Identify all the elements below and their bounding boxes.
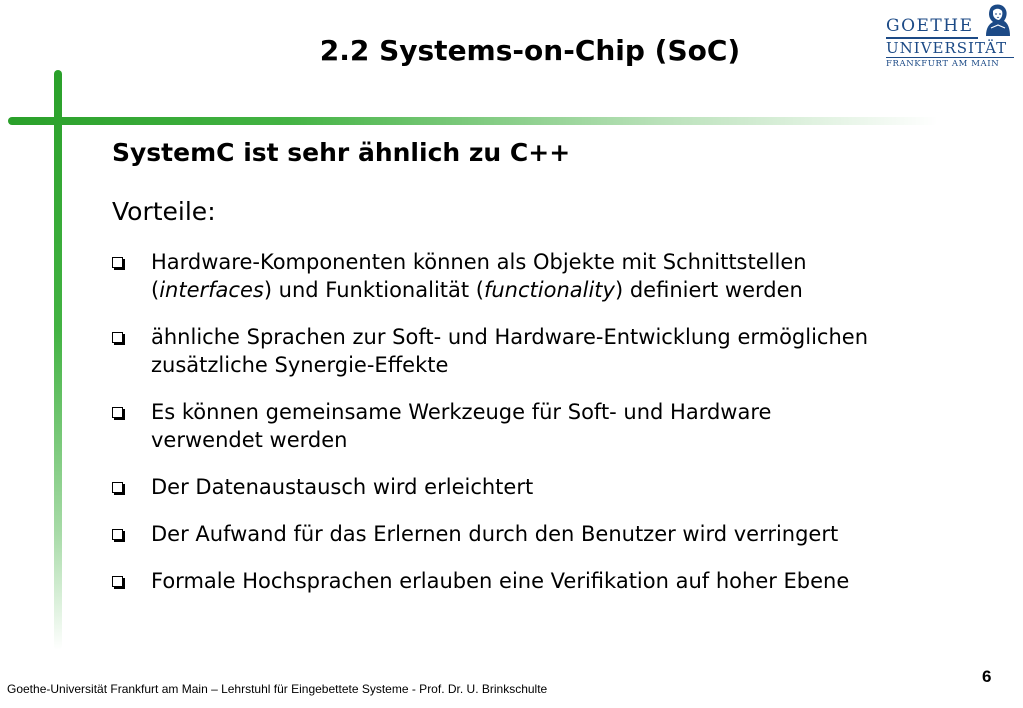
university-logo — [886, 2, 1018, 72]
list-item — [112, 473, 962, 501]
bullet-line: Formale Hochsprachen erlauben eine Verifikation auf hoher Ebene — [151, 569, 850, 593]
list-item — [112, 323, 962, 379]
logo-universitaet-text: UNIVERSITÄT — [886, 39, 1008, 57]
list-item — [112, 520, 962, 548]
bullet-line: verwendet werden — [151, 428, 348, 452]
checkbox-square-icon — [112, 332, 123, 343]
slide-heading: SystemC ist sehr ähnlich zu C++ — [112, 138, 571, 167]
bullet-text: ) definiert werden — [614, 278, 803, 302]
slide-title: 2.2 Systems-on-Chip (SoC) — [319, 34, 741, 67]
bullet-emphasis: functionality — [483, 278, 615, 302]
checkbox-square-icon — [112, 529, 123, 540]
logo-rule-bottom — [886, 57, 1014, 58]
list-item — [112, 398, 962, 454]
checkbox-square-icon — [112, 257, 123, 268]
logo-goethe-text: GOETHE — [886, 16, 974, 36]
bullet-line: zusätzliche Synergie-Effekte — [151, 353, 449, 377]
checkbox-square-icon — [112, 407, 123, 418]
page-number: 6 — [982, 667, 992, 686]
slide-subheading: Vorteile: — [112, 197, 216, 226]
vertical-green-bar — [54, 70, 62, 650]
list-item — [112, 248, 962, 304]
logo-frankfurt-text: FRANKFURT AM MAIN — [886, 59, 1000, 69]
horizontal-green-bar — [8, 117, 938, 125]
goethe-portrait-icon — [978, 2, 1014, 38]
bullet-line — [151, 276, 962, 304]
bullet-line: Der Datenaustausch wird erleichtert — [151, 475, 534, 499]
bullet-text: ) und Funktionalität ( — [263, 278, 484, 302]
list-item — [112, 567, 962, 595]
bullet-text: ( — [151, 278, 160, 302]
bullet-list — [112, 248, 962, 614]
bullet-line: Der Aufwand für das Erlernen durch den Benutzer wird verringert — [151, 522, 839, 546]
bullet-line: ähnliche Sprachen zur Soft- und Hardware-Entwicklung ermöglichen — [151, 325, 869, 349]
checkbox-square-icon — [112, 482, 123, 493]
checkbox-square-icon — [112, 576, 123, 587]
bullet-line: Es können gemeinsame Werkzeuge für Soft- und Hardware — [151, 400, 772, 424]
bullet-line: Hardware-Komponenten können als Objekte mit Schnittstellen — [151, 250, 807, 274]
bullet-emphasis: interfaces — [159, 278, 264, 302]
footer-text: Goethe-Universität Frankfurt am Main – Lehrstuhl für Eingebettete Systeme - Prof. Dr. U. Brinkschulte — [7, 682, 548, 696]
